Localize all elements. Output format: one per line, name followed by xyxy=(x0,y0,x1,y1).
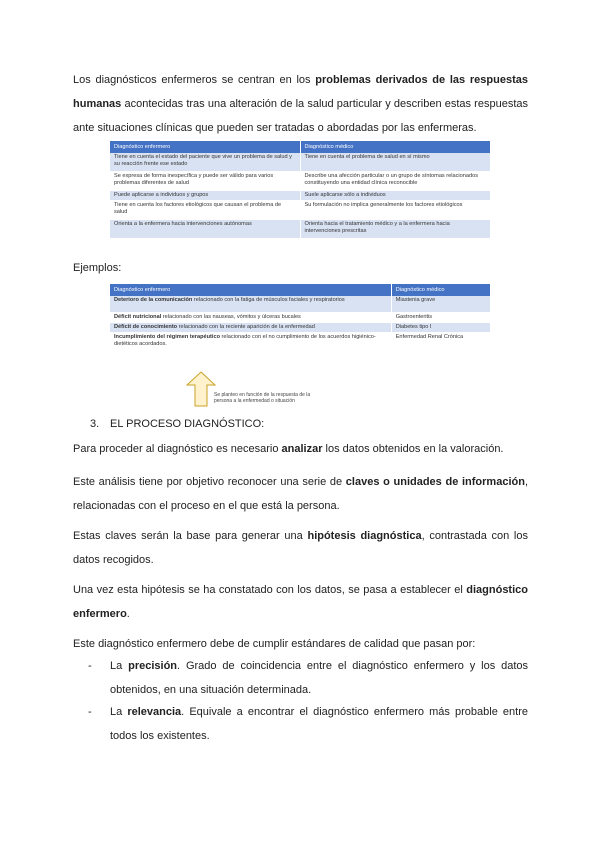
table-cell xyxy=(110,296,391,313)
table-cell: Tiene en cuenta el estado del paciente que vive un problema de salud y su reacción frente ese estado xyxy=(110,153,300,172)
p4-bold: diagnóstico enfermero xyxy=(73,584,528,620)
p4-text-1: Una vez esta hipótesis se ha constatado con los datos, se pasa a establecer el xyxy=(73,584,467,596)
table-cell: Orienta hacia el tratamiento médico y a la enfermera hacia intervenciones prescritas xyxy=(300,220,490,239)
intro-text-1: Los diagnósticos enfermeros se centran en los xyxy=(73,74,316,86)
table-row xyxy=(110,313,490,323)
arrow-up-icon xyxy=(186,371,216,407)
examples-table xyxy=(110,284,490,350)
table-row xyxy=(110,191,490,201)
arrow-note: Se planteo en función de la respuesta de la persona a la enfermedad o situación xyxy=(214,392,311,404)
diagnosis-detail: relacionado con las nauseas, vómitos y úlceras bucales xyxy=(161,314,301,320)
list-bullet: - xyxy=(88,660,92,672)
table-row xyxy=(110,333,490,350)
table-cell xyxy=(110,313,391,323)
table-cell: Diabetes tipo I xyxy=(391,323,490,333)
list-text-1: La xyxy=(110,706,128,718)
section-heading xyxy=(90,416,264,432)
list-text-2: . Grado de coincidencia entre el diagnóstico enfermero y los datos obtenidos, en una situación determinada. xyxy=(110,660,528,696)
table-cell: Gastroenteritis xyxy=(391,313,490,323)
table-row xyxy=(110,323,490,333)
intro-text-2: acontecidas tras una alteración de la salud particular y describen estas respuestas ante situaciones clínicas que pueden ser tratadas o abordadas por las enfermeras. xyxy=(73,98,528,134)
table-row xyxy=(110,201,490,220)
intro-paragraph xyxy=(73,68,528,140)
table-cell: Miastenia grave xyxy=(391,296,490,313)
header-nursing: Diagnóstico enfermero xyxy=(110,284,391,296)
p1-text-1: Para proceder al diagnóstico es necesario xyxy=(73,443,282,455)
diagnosis-detail: relacionado con el no cumplimiento de los acuerdos higiénico-dietéticos acordados. xyxy=(114,334,376,347)
diagnosis-label: Déficit nutricional xyxy=(114,314,162,320)
list-text-2: . Equivale a encontrar el diagnóstico enfermero más probable entre todos los existentes. xyxy=(110,706,528,742)
p3-text-1: Estas claves serán la base para generar una xyxy=(73,530,308,542)
paragraph-5: Este diagnóstico enfermero debe de cumplir estándares de calidad que pasan por: xyxy=(73,638,476,650)
p3-bold: hipótesis diagnóstica xyxy=(307,530,422,542)
paragraph-1 xyxy=(73,437,528,461)
p2-bold: claves o unidades de información xyxy=(345,476,525,488)
p2-text-1: Este análisis tiene por objetivo reconocer una serie de xyxy=(73,476,346,488)
table-cell xyxy=(110,323,391,333)
table-cell: Su formulación no implica generalmente los factores etiológicos xyxy=(300,201,490,220)
table-cell: Tiene en cuenta el problema de salud en sí mismo xyxy=(300,153,490,172)
list-bullet: - xyxy=(88,706,92,718)
section-title: EL PROCESO DIAGNÓSTICO: xyxy=(110,418,265,430)
list-bold: relevancia xyxy=(127,706,182,718)
table-cell: Se expresa de forma inespecífica y puede ser válido para varios problemas diferentes de salud xyxy=(110,172,300,191)
diagnosis-label: Incumplimiento del régimen terapéutico xyxy=(114,334,220,340)
intro-bold: problemas derivados de las respuestas humanas xyxy=(73,74,528,110)
table-cell: Enfermedad Renal Crónica xyxy=(391,333,490,350)
table-header-row xyxy=(110,284,490,296)
p2-text-2: , relacionadas con el proceso en el que está la persona. xyxy=(73,476,528,512)
table-row xyxy=(110,220,490,239)
list-text-1: La xyxy=(110,660,129,672)
examples-label: Ejemplos: xyxy=(73,262,122,274)
diagnosis-detail: relacionado con la reciente aparición de la enfermedad xyxy=(177,324,315,330)
p1-text-2: los datos obtenidos en la valoración. xyxy=(322,443,504,455)
paragraph-2 xyxy=(73,470,528,518)
p1-bold: analizar xyxy=(281,443,323,455)
p3-text-2: , contrastada con los datos recogidos. xyxy=(73,530,528,566)
header-medical: Diagnóstico médico xyxy=(300,141,490,153)
table-cell: Suele aplicarse sólo a individuos xyxy=(300,191,490,201)
comparison-table xyxy=(110,141,490,239)
table-cell: Tiene en cuenta los factores etiológicos que causan el problema de salud xyxy=(110,201,300,220)
table-row xyxy=(110,172,490,191)
paragraph-3 xyxy=(73,524,528,572)
table-cell: Describe una afección particular o un grupo de síntomas relacionados constituyendo una entidad clínica reconocible xyxy=(300,172,490,191)
diagnosis-detail: relacionado con la fatiga de músculos faciales y respiratorios xyxy=(192,297,345,303)
diagnosis-label: Déficit de conocimiento xyxy=(114,324,178,330)
table-row xyxy=(110,296,490,313)
paragraph-4 xyxy=(73,578,528,626)
section-number: 3. xyxy=(90,418,100,430)
header-medical: Diagnóstico médico xyxy=(391,284,490,296)
table-cell: Orienta a la enfermera hacia intervenciones autónomas xyxy=(110,220,300,239)
table-cell xyxy=(110,333,391,350)
header-nursing: Diagnóstico enfermero xyxy=(110,141,300,153)
p4-text-2: . xyxy=(126,608,130,620)
table-row xyxy=(110,153,490,172)
table-cell: Puede aplicarse a individuos y grupos xyxy=(110,191,300,201)
diagnosis-label: Deterioro de la comunicación xyxy=(114,297,193,303)
table-header-row xyxy=(110,141,490,153)
list-bold: precisión xyxy=(128,660,178,672)
